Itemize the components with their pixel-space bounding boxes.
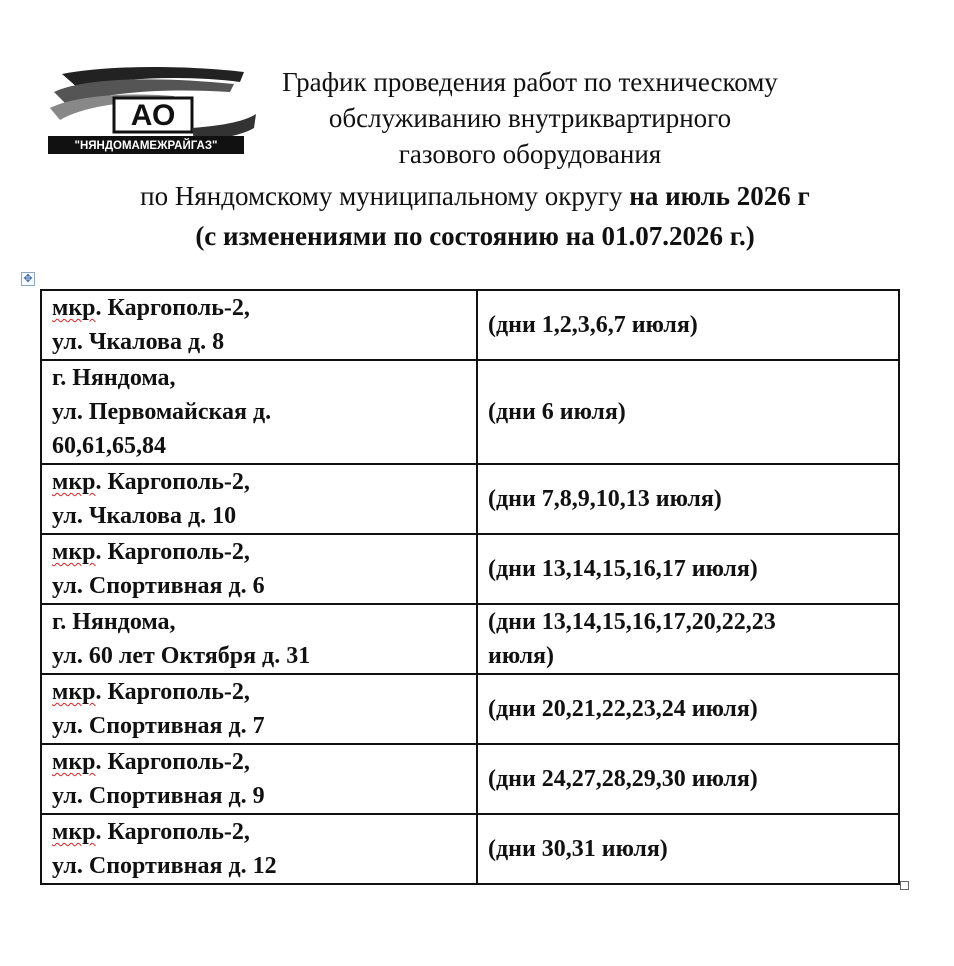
logo-ao-text: АО <box>130 99 176 132</box>
address-line: мкр. Каргополь-2, <box>52 469 250 495</box>
address-line: мкр. Каргополь-2, <box>52 749 250 775</box>
address-line: г. Няндома, <box>52 365 176 391</box>
table-row <box>41 290 899 360</box>
address-line: ул. Спортивная д. 9 <box>52 783 265 809</box>
address-line: мкр. Каргополь-2, <box>52 679 250 705</box>
title-line-1: График проведения работ по техническому <box>282 67 778 97</box>
days-text: (дни 13,14,15,16,17,20,22,23 <box>488 609 776 635</box>
address-line: 60,61,65,84 <box>52 433 166 459</box>
title-line-4-bold: на июль 2026 г <box>629 181 810 211</box>
address-cell[interactable] <box>41 744 477 814</box>
address-line: мкр. Каргополь-2, <box>52 295 250 321</box>
days-cell[interactable] <box>477 674 899 744</box>
address-line: ул. Спортивная д. 6 <box>52 573 265 599</box>
table-row <box>41 604 899 674</box>
days-cell[interactable] <box>477 744 899 814</box>
address-cell[interactable] <box>41 604 477 674</box>
logo-company-name: "НЯНДОМАМЕЖРАЙГАЗ" <box>74 140 218 152</box>
address-line: ул. Чкалова д. 10 <box>52 503 237 529</box>
days-cell[interactable] <box>477 534 899 604</box>
title-line-2: обслуживанию внутриквартирного <box>328 103 732 133</box>
title-line-4 <box>40 178 910 214</box>
title-line-5: (с изменениями по состоянию на 01.07.2026 г.) <box>195 221 755 251</box>
days-cell[interactable] <box>477 604 899 674</box>
address-line: ул. Первомайская д. <box>52 399 272 425</box>
table-row <box>41 744 899 814</box>
address-line: ул. Чкалова д. 8 <box>52 329 225 355</box>
address-cell[interactable] <box>41 674 477 744</box>
address-cell[interactable] <box>41 814 477 884</box>
table-resize-handle[interactable] <box>900 881 909 890</box>
days-text: (дни 6 июля) <box>488 399 626 425</box>
address-cell[interactable] <box>41 464 477 534</box>
days-text: (дни 1,2,3,6,7 июля) <box>488 312 698 338</box>
days-text: июля) <box>488 643 555 669</box>
table-row <box>41 674 899 744</box>
table-row <box>41 534 899 604</box>
days-cell[interactable] <box>477 360 899 464</box>
days-cell[interactable] <box>477 814 899 884</box>
table-row <box>41 464 899 534</box>
address-cell[interactable] <box>41 534 477 604</box>
days-text: (дни 30,31 июля) <box>488 836 668 862</box>
address-cell[interactable] <box>41 290 477 360</box>
days-text: (дни 20,21,22,23,24 июля) <box>488 696 758 722</box>
address-line: ул. Спортивная д. 12 <box>52 853 277 879</box>
table-row <box>41 360 899 464</box>
days-text: (дни 24,27,28,29,30 июля) <box>488 766 758 792</box>
address-line: ул. 60 лет Октября д. 31 <box>52 643 311 669</box>
address-line: г. Няндома, <box>52 609 176 635</box>
address-line: ул. Спортивная д. 7 <box>52 713 265 739</box>
address-line: мкр. Каргополь-2, <box>52 539 250 565</box>
table-row <box>41 814 899 884</box>
move-cross-icon[interactable]: ✥ <box>21 272 35 286</box>
title-line-3: газового оборудования <box>398 139 662 169</box>
days-text: (дни 13,14,15,16,17 июля) <box>488 556 758 582</box>
address-line: мкр. Каргополь-2, <box>52 819 250 845</box>
title-line-4-regular: по Няндомскому муниципальному округу <box>140 181 623 211</box>
days-cell[interactable] <box>477 464 899 534</box>
days-text: (дни 7,8,9,10,13 июля) <box>488 486 722 512</box>
address-cell[interactable] <box>41 360 477 464</box>
days-cell[interactable] <box>477 290 899 360</box>
schedule-table <box>40 289 900 885</box>
